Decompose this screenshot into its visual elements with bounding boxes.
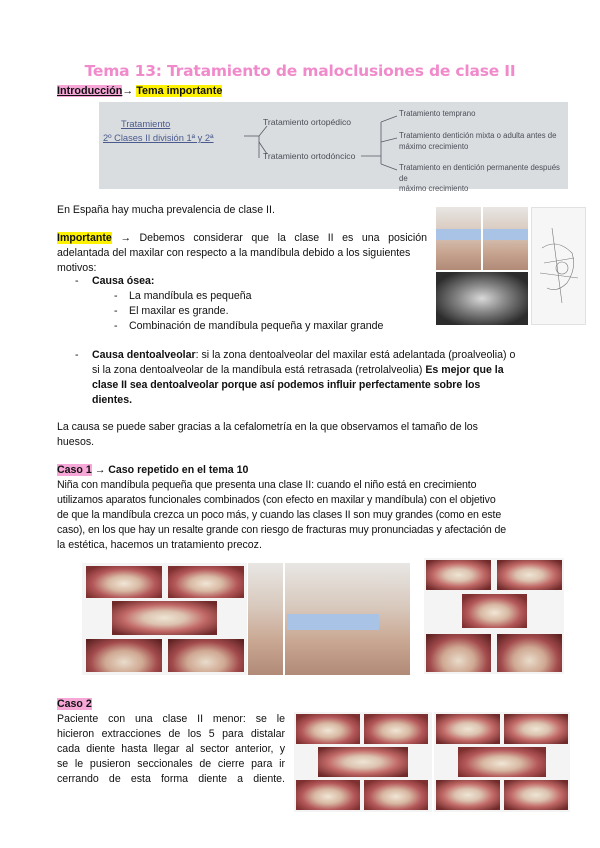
causa-osea-dash: - [75,275,79,287]
caso2-paragraph [57,712,285,787]
caso1-heading [57,463,248,478]
importante-paragraph [57,231,427,276]
intraoral-photo [497,560,562,590]
causa-dento-label: Causa dentoalveolar [92,349,196,361]
cefalometria-paragraph [57,420,543,450]
caso1-rest: → Caso repetido en el tema 10 [91,464,249,476]
causa-dento-line2 [92,363,543,378]
diagram-leaf-early: Tratamiento temprano [399,109,476,118]
caso1-face-profile [285,563,410,675]
occlusal-photo [497,634,562,672]
causa-osea-item-dash: - [114,320,118,332]
intraoral-photo [112,601,217,635]
occlusal-photo [86,639,162,672]
caso1-line: utilizamos aparatos funcionales combinados (con efecto en maxilar y mandíbula) con el objetivo [57,494,496,507]
occlusal-photo [168,639,244,672]
caso2-collage-after [434,712,570,812]
intraoral-photo [426,560,491,590]
intraoral-photo [364,780,428,810]
intraoral-photo [86,566,162,598]
causa-osea-item: El maxilar es grande. [129,305,229,317]
diagram-branch-orthopedic: Tratamiento ortopédico [263,117,352,127]
diagram-leaf-mixed-line2: máximo crecimiento [399,141,469,151]
intro-tag: Tema importante [136,85,223,97]
tracing-lines [532,208,586,325]
privacy-bar-3 [287,614,379,630]
causa-dento-line3: clase II sea dentoalveolar porque así podemos influir perfectamente sobre los [92,379,481,392]
caso1-intraoral-collage-after [424,558,564,674]
cefalometria-line2: huesos. [57,436,95,449]
causa-osea-label: Causa ósea: [92,275,155,287]
intraoral-photo [296,780,360,810]
caso2-label: Caso 2 [57,698,92,710]
causa-dento-line2-b: Es mejor que la [425,364,504,377]
diagram-leaf-mixed [399,131,556,152]
intraoral-photo [504,780,568,810]
intraoral-photo [364,714,428,744]
causa-osea-item: La mandíbula es pequeña [129,290,252,302]
caso2-line: Paciente con una clase II menor: se le [57,713,285,725]
diagram-branch-orthodontic: Tratamiento ortodóncico [263,151,356,161]
intraoral-photo [296,714,360,744]
face-photo-profile [483,207,528,270]
caso1-label: Caso 1 [57,464,92,476]
causa-osea-item-dash: - [114,290,118,302]
diagram-root-line2: 2º Clases II división 1ª y 2ª [103,133,214,143]
caso2-collage-before [294,712,432,812]
causa-dento-line1-rest: : si la zona dentoalveolar del maxilar está adelantada (proalveolia) o [195,349,516,361]
causa-dento-dash: - [75,349,79,361]
intraoral-photo [436,780,500,810]
intraoral-photo [318,747,408,777]
caso1-line: la estética, hacemos un tratamiento precoz. [57,539,262,552]
importante-line1-text: → Debemos considerar que la clase II es una posición [120,232,427,244]
caso1-line: Niña con mandíbula pequeña que presenta una clase II: cuando el niño está en crecimiento [57,479,477,491]
importante-line1 [57,231,427,246]
intraoral-photo [168,566,244,598]
intraoral-photo [436,714,500,744]
diagram-root-line1: Tratamiento [121,119,171,129]
intraoral-photo [458,747,546,777]
caso2-line: se le pusieron seccionales de cierre para ir [57,758,285,771]
causa-dento-line2-a: si la zona dentoalveolar de la mandíbula está retrasada (retrolalveolia) [92,364,423,377]
caso2-line: hicieron extracciones de los 5 para distalar [57,728,285,741]
caso2-heading [57,697,92,712]
causa-dento-paragraph [92,348,543,408]
importante-line3: motivos: [57,262,97,275]
intro-arrow: → [122,85,137,97]
caso1-line: de que la mandíbula crezca un poco más, y cuando las clases II son muy grandes (como en este [57,509,502,522]
diagram-leaf-permanent [399,163,568,195]
privacy-bar [436,229,481,240]
cephalometric-tracing [531,207,586,325]
face-photo-front [436,207,481,270]
importante-line2: adelantada del maxilar con respecto a la mandíbula debido a los siguientes [57,247,411,260]
causa-osea-item-dash: - [114,305,118,317]
diagram-leaf-mixed-line1: Tratamiento dentición mixta o adulta antes de [399,131,557,140]
intraoral-photo [462,594,527,628]
caso1-face-front [248,563,283,675]
caso2-line: cada diente hasta llegar al sector anterior, y [57,743,285,756]
treatment-diagram [99,102,568,194]
diagram-leaf-permanent-line1: Tratamiento en dentición permanente después de [399,163,560,183]
intro-label: Introducción [57,85,123,97]
diagram-leaf-permanent-line2: máximo crecimiento [399,184,469,194]
causa-dento-line1 [92,348,543,363]
caso1-intraoral-collage-before [82,563,247,675]
importante-label: Importante [57,232,112,244]
intraoral-photo [504,714,568,744]
occlusal-photo [426,634,491,672]
causa-dento-line4: dientes. [92,394,133,407]
caso2-line: cerrando de esta forma diente a diente. [57,773,285,786]
privacy-bar-2 [483,229,528,240]
caso1-paragraph [57,478,543,553]
cefalometria-line1: La causa se puede saber gracias a la cefalometría en la que observamos el tamaño de los [57,421,478,433]
page-title: Tema 13: Tratamiento de maloclusiones de clase II [84,62,516,80]
causa-osea-item: Combinación de mandíbula pequeña y maxilar grande [129,320,384,332]
caso1-line: caso), en los que hay un resalte grande con riesgo de fracturas muy pronunciadas y afectación de [57,524,506,537]
intro-heading [57,84,222,99]
panoramic-xray [436,272,528,325]
para-espana: En España hay mucha prevalencia de clase II. [57,204,275,216]
